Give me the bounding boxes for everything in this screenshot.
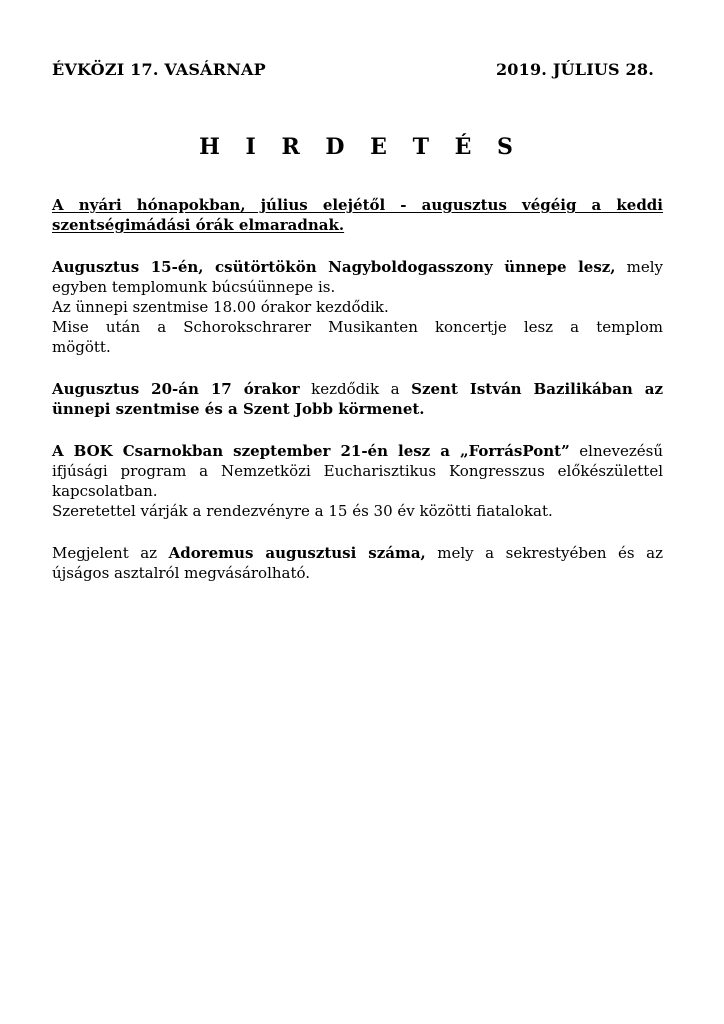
announcement-5-bold: Adoremus augusztusi száma, [168,544,426,562]
announcement-4-line-3: kapcsolatban. [52,482,158,500]
announcement-2-line-4: Mise után a Schorokschrarer Musikanten koncertje lesz a templom [52,318,663,336]
announcement-4-line-4: Szeretettel várják a rendezvényre a 15 és 30 év közötti fiatalokat. [52,502,553,520]
announcement-3-bold-2: Szent István Bazilikában az [411,380,663,398]
announcement-5-text-1: Megjelent az [52,544,169,562]
announcement-1-line-2: szentségimádási órák elmaradnak. [52,216,345,234]
announcement-4 [52,441,663,521]
announcement-2-text: mely [615,258,663,276]
announcement-4-line-2: ifjúsági program a Nemzetközi Eucharisztikus Kongresszus előkészülettel [52,462,663,480]
announcement-5-text-2: mely a sekrestyében és az [425,544,663,562]
announcement-3 [52,379,663,419]
announcement-2-line-5: mögött. [52,338,111,356]
announcement-2-line-3: Az ünnepi szentmise 18.00 órakor kezdődik. [52,298,389,316]
announcement-1 [52,195,663,235]
announcement-2-bold: Augusztus 15-én, csütörtökön Nagyboldogasszony ünnepe lesz, [52,258,616,276]
liturgical-day: ÉVKÖZI 17. VASÁRNAP [52,60,266,79]
announcement-3-bold-1: Augusztus 20-án 17 órakor [52,380,300,398]
announcement-2 [52,257,663,357]
announcement-3-line-2: ünnepi szentmise és a Szent Jobb körmenet. [52,400,425,418]
header [52,60,654,80]
announcement-1-line-1: A nyári hónapokban, július elejétől - augusztus végéig a keddi [52,196,663,214]
announcement-5 [52,543,663,583]
announcement-2-line-1 [52,257,663,277]
page-title: H I R D E T É S [199,134,522,160]
announcement-3-line-1 [52,379,663,399]
announcement-5-line-1 [52,543,663,563]
announcement-4-text: elnevezésű [569,442,663,460]
announcement-4-bold: A BOK Csarnokban szeptember 21-én lesz a „ForrásPont” [52,442,570,460]
announcement-3-text: kezdődik a [299,380,412,398]
announcement-2-line-2: egyben templomunk búcsúünnepe is. [52,278,336,296]
date: 2019. JÚLIUS 28. [495,60,654,79]
announcement-4-line-1 [52,441,663,461]
document-page [52,60,663,583]
announcement-5-line-2: újságos asztalról megvásárolható. [52,564,311,582]
